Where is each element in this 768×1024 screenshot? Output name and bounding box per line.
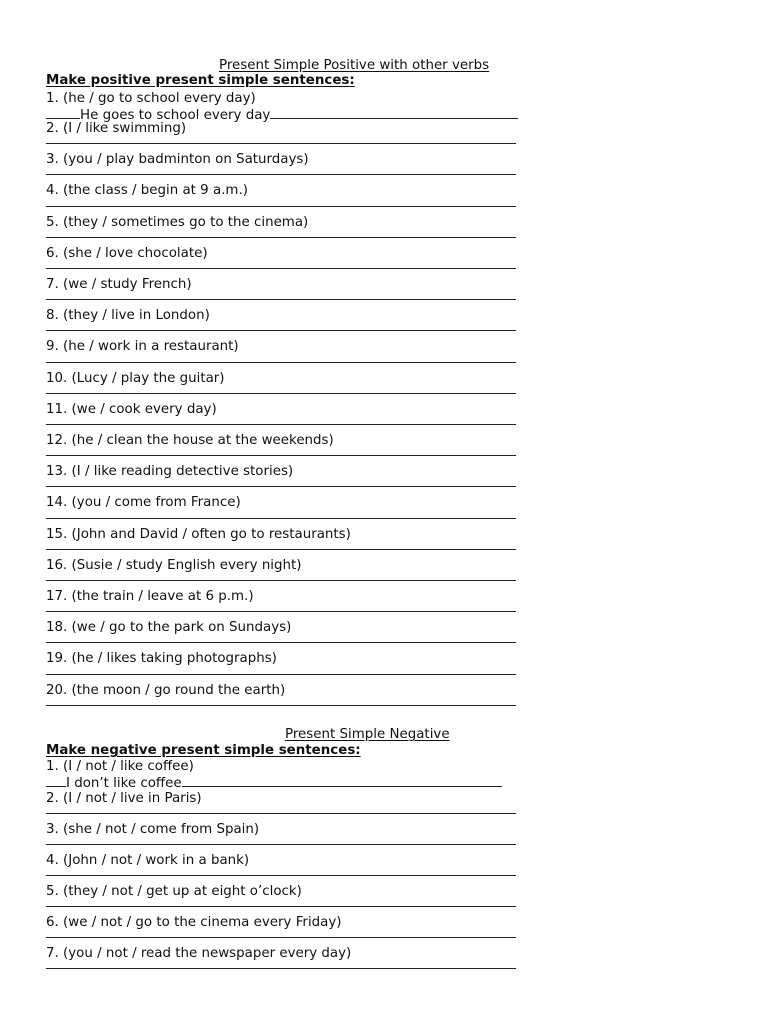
- section2-answer-line[interactable]: [46, 937, 516, 938]
- answer-blank-tail: [270, 106, 518, 119]
- section1-item-prompt: 5. (they / sometimes go to the cinema): [46, 214, 309, 230]
- section1-item-prompt: 4. (the class / begin at 9 a.m.): [46, 183, 248, 199]
- section2-item-prompt: 2. (I / not / live in Paris): [46, 791, 202, 806]
- section2-item-prompt: 7. (you / not / read the newspaper every day): [46, 946, 352, 961]
- section1-item-prompt: 3. (you / play badminton on Saturdays): [46, 152, 309, 168]
- section1-example-answer: He goes to school every day: [80, 108, 271, 123]
- section1-answer-line[interactable]: [46, 611, 516, 612]
- section1-item-prompt: 14. (you / come from France): [46, 495, 241, 511]
- section1-answer-line[interactable]: [46, 143, 516, 144]
- section1-answer-line[interactable]: [46, 486, 516, 487]
- section1-answer-line[interactable]: [46, 455, 516, 456]
- section1-answer-line[interactable]: [46, 642, 516, 643]
- section1-item-prompt: 18. (we / go to the park on Sundays): [46, 620, 292, 636]
- section1-item-prompt: 2. (I / like swimming): [46, 121, 187, 136]
- section1-item-prompt: 19. (he / likes taking photographs): [46, 651, 277, 667]
- section1-answer-line[interactable]: [46, 330, 516, 331]
- section2-answer-line[interactable]: [46, 906, 516, 907]
- section1-item-prompt: 16. (Susie / study English every night): [46, 557, 302, 573]
- section2-example-prompt: 1. (I / not / like coffee): [46, 759, 194, 774]
- section1-answer-line[interactable]: [46, 518, 516, 519]
- section2-item-prompt: 5. (they / not / get up at eight o’clock): [46, 884, 302, 899]
- section1-item-prompt: 15. (John and David / often go to restaurants): [46, 526, 351, 542]
- section1-answer-line[interactable]: [46, 268, 516, 269]
- section1-answer-line[interactable]: [46, 674, 516, 675]
- section2-example-answer-line: [46, 774, 502, 791]
- section1-answer-line[interactable]: [46, 299, 516, 300]
- section2-example-answer: I don’t like coffee: [66, 776, 182, 791]
- section1-item-prompt: 10. (Lucy / play the guitar): [46, 370, 225, 386]
- section1-item-prompt: 7. (we / study French): [46, 277, 192, 292]
- section1-item-prompt: 20. (the moon / go round the earth): [46, 682, 286, 698]
- section2-item-prompt: 6. (we / not / go to the cinema every Friday): [46, 915, 342, 930]
- section1-answer-line[interactable]: [46, 580, 516, 581]
- answer-blank-lead: [46, 106, 80, 119]
- section2-instruction: Make negative present simple sentences:: [46, 743, 361, 758]
- section1-answer-line[interactable]: [46, 549, 516, 550]
- section1-item-prompt: 11. (we / cook every day): [46, 401, 217, 417]
- answer-blank-tail: [182, 774, 502, 787]
- section1-item-prompt: 9. (he / work in a restaurant): [46, 339, 239, 355]
- section2-answer-line[interactable]: [46, 968, 516, 969]
- section1-answer-line[interactable]: [46, 705, 516, 706]
- section2-answer-line[interactable]: [46, 813, 516, 814]
- section1-answer-line[interactable]: [46, 237, 516, 238]
- section1-answer-line[interactable]: [46, 362, 516, 363]
- section1-answer-line[interactable]: [46, 206, 516, 207]
- section2-answer-line[interactable]: [46, 844, 516, 845]
- answer-blank-lead: [46, 774, 66, 787]
- section1-item-prompt: 12. (he / clean the house at the weekends): [46, 433, 334, 448]
- section2-item-prompt: 3. (she / not / come from Spain): [46, 822, 260, 837]
- section1-answer-line[interactable]: [46, 424, 516, 425]
- section1-answer-line[interactable]: [46, 393, 516, 394]
- section1-item-prompt: 6. (she / love chocolate): [46, 245, 208, 261]
- section1-example-prompt: 1. (he / go to school every day): [46, 91, 256, 106]
- section2-item-prompt: 4. (John / not / work in a bank): [46, 853, 250, 868]
- section1-item-prompt: 8. (they / live in London): [46, 308, 210, 324]
- section1-item-prompt: 13. (I / like reading detective stories): [46, 464, 294, 480]
- section1-answer-line[interactable]: [46, 174, 516, 175]
- section2-title: Present Simple Negative: [285, 727, 450, 742]
- section1-item-prompt: 17. (the train / leave at 6 p.m.): [46, 589, 254, 604]
- section2-answer-line[interactable]: [46, 875, 516, 876]
- section1-instruction: Make positive present simple sentences:: [46, 73, 355, 88]
- section1-title: Present Simple Positive with other verbs: [219, 58, 490, 73]
